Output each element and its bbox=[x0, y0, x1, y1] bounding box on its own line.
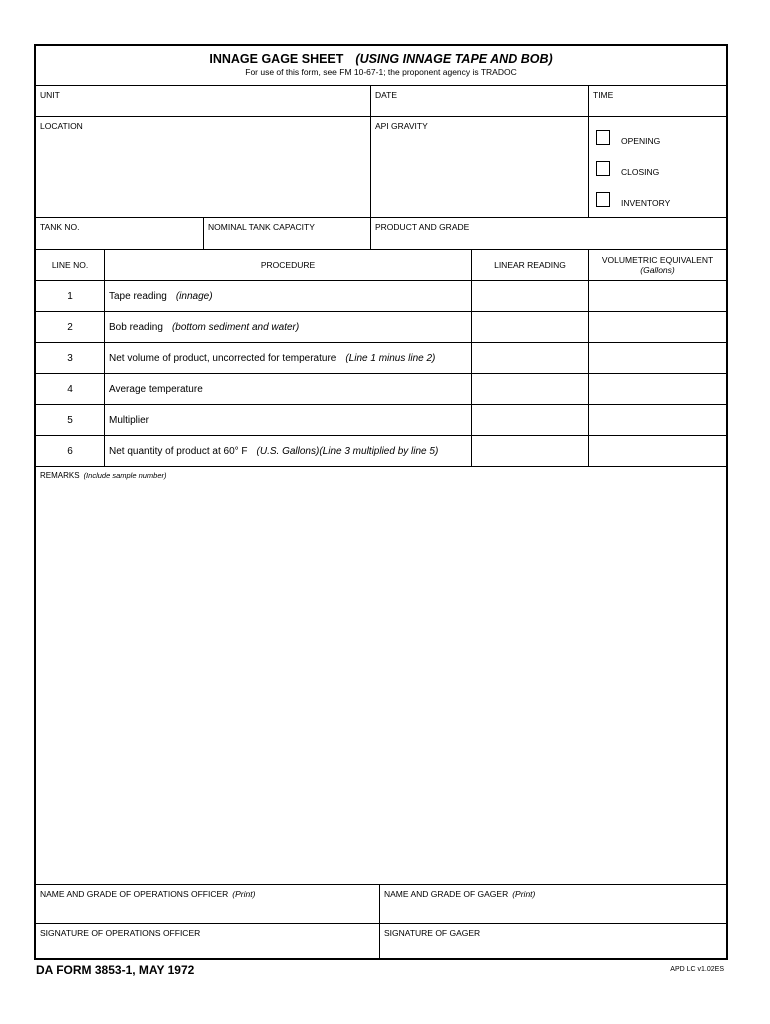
procedure-cell bbox=[104, 374, 471, 404]
volumetric-label: VOLUMETRIC EQUIVALENT bbox=[601, 255, 714, 265]
ops-officer-name-label: NAME AND GRADE OF OPERATIONS OFFICER (Print) bbox=[40, 889, 256, 899]
volumetric-unit: (Gallons) bbox=[640, 265, 675, 275]
procedure-text: Multiplier bbox=[109, 414, 150, 426]
remarks-field[interactable] bbox=[36, 467, 726, 885]
volumetric-input[interactable] bbox=[588, 343, 726, 373]
opening-label: OPENING bbox=[621, 136, 661, 146]
procedure-header: PROCEDURE bbox=[104, 250, 471, 280]
gager-signature-label: SIGNATURE OF GAGER bbox=[384, 928, 481, 938]
table-row bbox=[36, 312, 726, 343]
gage-type-options bbox=[588, 117, 726, 217]
volumetric-input[interactable] bbox=[588, 405, 726, 435]
unit-date-time-row bbox=[36, 86, 726, 117]
opening-checkbox[interactable] bbox=[596, 130, 610, 145]
closing-checkbox[interactable] bbox=[596, 161, 610, 176]
api-gravity-field[interactable] bbox=[370, 117, 588, 217]
line-number: 4 bbox=[67, 383, 73, 395]
linear-reading-input[interactable] bbox=[471, 436, 588, 466]
linear-reading-input[interactable] bbox=[471, 312, 588, 342]
table-row bbox=[36, 436, 726, 467]
tank-no-label: TANK NO. bbox=[40, 222, 80, 232]
procedure-cell bbox=[104, 343, 471, 373]
table-row bbox=[36, 374, 726, 405]
procedure-cell bbox=[104, 281, 471, 311]
linear-reading-input[interactable] bbox=[471, 343, 588, 373]
innage-gage-sheet-form bbox=[34, 44, 728, 960]
table-row bbox=[36, 343, 726, 374]
tank-row bbox=[36, 218, 726, 250]
procedure-text: Tape reading bbox=[109, 290, 167, 302]
table-row bbox=[36, 405, 726, 436]
product-grade-label: PRODUCT AND GRADE bbox=[375, 222, 470, 232]
inventory-label: INVENTORY bbox=[621, 198, 671, 208]
volumetric-header bbox=[588, 250, 726, 280]
remarks-label: REMARKS (Include sample number) bbox=[40, 471, 167, 480]
time-label: TIME bbox=[593, 90, 614, 100]
line-number: 2 bbox=[67, 321, 73, 333]
linear-reading-header: LINEAR READING bbox=[471, 250, 588, 280]
date-label: DATE bbox=[375, 90, 398, 100]
procedure-note: (bottom sediment and water) bbox=[171, 321, 300, 333]
location-row bbox=[36, 117, 726, 218]
procedure-cell bbox=[104, 436, 471, 466]
nominal-capacity-field[interactable] bbox=[203, 218, 371, 249]
linear-reading-input[interactable] bbox=[471, 405, 588, 435]
volumetric-input[interactable] bbox=[588, 436, 726, 466]
gager-name-label: NAME AND GRADE OF GAGER (Print) bbox=[384, 889, 536, 899]
table-header bbox=[36, 250, 726, 281]
unit-label: UNIT bbox=[40, 90, 60, 100]
closing-label: CLOSING bbox=[621, 167, 660, 177]
procedure-note: (U.S. Gallons)(Line 3 multiplied by line 5) bbox=[256, 445, 439, 457]
location-field[interactable] bbox=[36, 117, 372, 217]
procedure-text: Net volume of product, uncorrected for temperature bbox=[109, 352, 337, 364]
signature-row bbox=[36, 924, 726, 960]
form-title: INNAGE GAGE SHEET (USING INNAGE TAPE AND BOB) bbox=[209, 52, 553, 66]
location-label: LOCATION bbox=[40, 121, 83, 131]
ops-officer-name-field[interactable] bbox=[36, 885, 380, 923]
line-number: 3 bbox=[67, 352, 73, 364]
linear-reading-input[interactable] bbox=[471, 281, 588, 311]
api-gravity-label: API GRAVITY bbox=[375, 121, 428, 131]
title-block bbox=[36, 46, 726, 86]
line-number: 5 bbox=[67, 414, 73, 426]
form-version: APD LC v1.02ES bbox=[670, 966, 724, 973]
ops-officer-signature-label: SIGNATURE OF OPERATIONS OFFICER bbox=[40, 928, 201, 938]
gager-signature-field[interactable] bbox=[379, 924, 726, 960]
date-field[interactable] bbox=[370, 86, 588, 116]
volumetric-input[interactable] bbox=[588, 374, 726, 404]
procedure-text: Average temperature bbox=[109, 383, 203, 395]
tank-no-field[interactable] bbox=[36, 218, 204, 249]
name-grade-row bbox=[36, 885, 726, 924]
nominal-capacity-label: NOMINAL TANK CAPACITY bbox=[208, 222, 315, 232]
time-field[interactable] bbox=[588, 86, 726, 116]
line-no-header: LINE NO. bbox=[51, 260, 89, 270]
procedure-text: Bob reading bbox=[109, 321, 163, 333]
table-row bbox=[36, 281, 726, 312]
procedure-cell bbox=[104, 405, 471, 435]
procedure-text: Net quantity of product at 60° F bbox=[109, 445, 248, 457]
line-number: 6 bbox=[67, 445, 73, 457]
volumetric-input[interactable] bbox=[588, 312, 726, 342]
unit-field[interactable] bbox=[36, 86, 372, 116]
line-number: 1 bbox=[67, 290, 73, 302]
linear-reading-input[interactable] bbox=[471, 374, 588, 404]
procedure-note: (Line 1 minus line 2) bbox=[345, 352, 436, 364]
product-grade-field[interactable] bbox=[370, 218, 726, 249]
form-subtitle: For use of this form, see FM 10-67-1; the proponent agency is TRADOC bbox=[245, 67, 517, 77]
procedure-cell bbox=[104, 312, 471, 342]
procedure-note: (innage) bbox=[175, 290, 213, 302]
inventory-checkbox[interactable] bbox=[596, 192, 610, 207]
volumetric-input[interactable] bbox=[588, 281, 726, 311]
gager-name-field[interactable] bbox=[379, 885, 726, 923]
form-number: DA FORM 3853-1, MAY 1972 bbox=[36, 963, 195, 977]
ops-officer-signature-field[interactable] bbox=[36, 924, 380, 960]
